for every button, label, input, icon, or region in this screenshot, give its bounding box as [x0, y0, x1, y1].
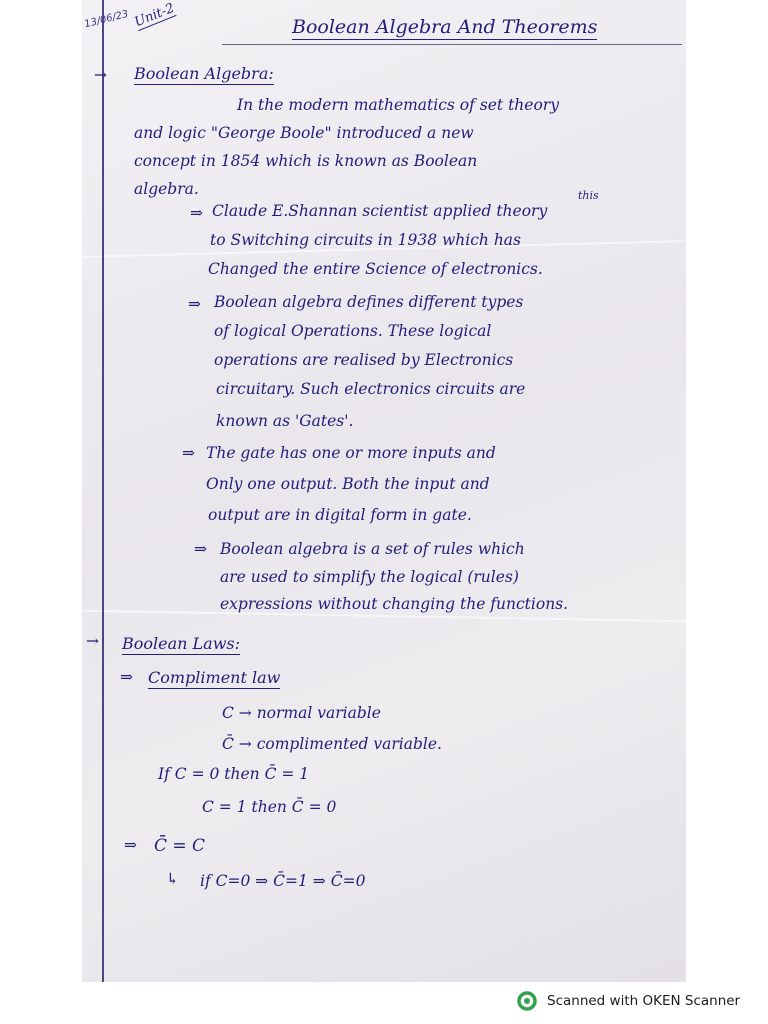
double-arrow-icon: ⇒	[190, 204, 203, 222]
arrow-icon: →	[86, 632, 99, 650]
page-date: 13/06/23	[83, 8, 130, 31]
double-arrow-icon: ⇒	[188, 295, 201, 313]
law-condition: If C = 0 then C̄ = 1	[158, 765, 310, 783]
unit-label: Unit-2	[132, 0, 177, 31]
arrow-icon: →	[94, 66, 107, 84]
double-arrow-icon: ⇒	[194, 540, 207, 558]
point-line: Boolean algebra is a set of rules which	[220, 540, 525, 558]
point-line: Boolean algebra defines different types	[214, 293, 524, 311]
intro-line: concept in 1854 which is known as Boolean	[134, 152, 478, 170]
law-line: C → normal variable	[222, 704, 381, 722]
point-line: of logical Operations. These logical	[214, 322, 492, 340]
point-line: known as 'Gates'.	[216, 412, 354, 430]
notebook-page	[82, 0, 686, 982]
law-title: Compliment law	[148, 668, 281, 687]
intro-line: In the modern mathematics of set theory	[237, 96, 559, 114]
arrow-icon: ⇒	[120, 668, 133, 686]
return-arrow-icon: ↳	[166, 870, 179, 888]
scanner-logo-icon	[517, 991, 537, 1011]
scanner-footer	[517, 990, 740, 1012]
title-underline	[222, 44, 682, 45]
scanner-footer-text: Scanned with OKEN Scanner	[547, 993, 741, 1009]
page-title: Boolean Algebra And Theorems	[292, 16, 598, 38]
insertion-note: this	[578, 189, 599, 202]
law-identity: C̄̄ = C	[154, 836, 206, 856]
point-line: are used to simplify the logical (rules)	[220, 568, 519, 586]
section-heading-boolean-algebra: Boolean Algebra:	[134, 64, 274, 83]
intro-line: and logic "George Boole" introduced a new	[134, 124, 474, 142]
point-line: output are in digital form in gate.	[208, 506, 472, 524]
law-line: C̄ → complimented variable.	[222, 735, 442, 753]
point-line: circuitary. Such electronics circuits are	[216, 380, 526, 398]
point-line: Claude E.Shannan scientist applied theory	[212, 202, 548, 220]
point-line: operations are realised by Electronics	[214, 351, 514, 369]
point-line: Changed the entire Science of electronics.	[208, 260, 543, 278]
section-heading-boolean-laws: Boolean Laws:	[122, 634, 240, 653]
double-arrow-icon: ⇒	[182, 444, 195, 462]
margin-line	[102, 0, 104, 982]
point-line: to Switching circuits in 1938 which has	[210, 231, 522, 249]
point-line: Only one output. Both the input and	[206, 475, 490, 493]
law-condition: C = 1 then C̄ = 0	[202, 798, 337, 816]
point-line: expressions without changing the functions.	[220, 595, 569, 613]
point-line: The gate has one or more inputs and	[206, 444, 496, 462]
double-arrow-icon: ⇒	[124, 836, 137, 854]
law-derivation: if C=0 ⇒ C̄=1 ⇒ C̄̄=0	[200, 872, 366, 890]
intro-line: algebra.	[134, 180, 199, 198]
